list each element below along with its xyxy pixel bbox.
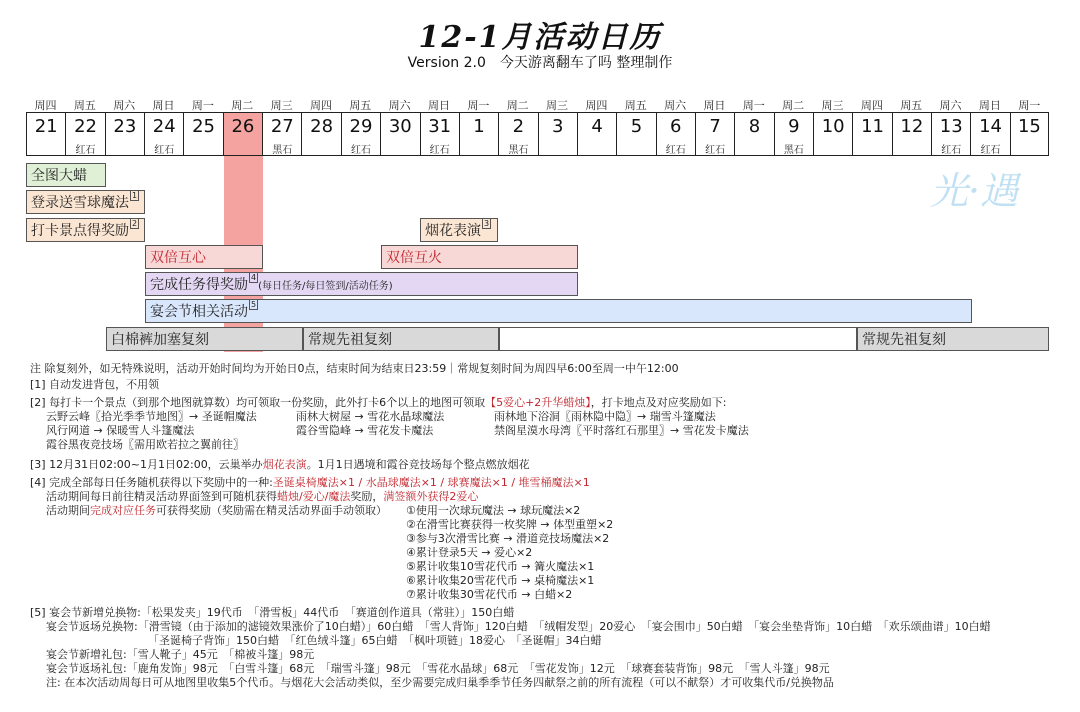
task-item: ④累计登录5天 → 爱心×2 xyxy=(406,546,533,559)
date-number: 5 xyxy=(630,116,643,137)
bar-renwu-note: (每日任务/每日签到/活动任务) xyxy=(258,281,393,292)
weekday-label: 周日 xyxy=(978,99,1001,112)
stone-label: 红石 xyxy=(705,145,726,156)
stone-label: 黑石 xyxy=(783,145,804,156)
date-cell xyxy=(420,113,459,155)
stone-label: 黑石 xyxy=(508,145,529,156)
weekday-label: 周一 xyxy=(191,99,214,112)
date-number: 27 xyxy=(270,116,294,137)
date-number: 22 xyxy=(74,116,97,137)
date-number: 4 xyxy=(591,116,603,137)
stone-label: 红石 xyxy=(665,145,686,156)
date-cell xyxy=(577,113,616,155)
date-cell xyxy=(498,113,537,155)
bar-changgui-1 xyxy=(303,327,499,351)
date-cell xyxy=(970,113,1009,155)
bar-denglu xyxy=(26,190,145,214)
bar-changgui-2 xyxy=(857,327,1049,351)
note-5-line4: 宴会节新增礼包:「雪人靴子」45元 「棉被斗篷」98元 xyxy=(46,648,315,661)
date-cell xyxy=(223,113,262,155)
date-cell xyxy=(144,113,183,155)
note-general: 注 除复刻外，如无特殊说明，活动开始时间均为开始日0点，结束时间为结束日23:59｜常规复刻时间为周四早6:00至周一中午12:00 xyxy=(30,362,679,375)
date-number: 30 xyxy=(388,116,412,137)
date-cell xyxy=(65,113,104,155)
date-number: 7 xyxy=(709,116,721,137)
weekday-label: 周日 xyxy=(703,99,726,112)
weekday-label: 周一 xyxy=(1018,99,1041,112)
bar-quantu-label: 全图大蜡 xyxy=(31,168,87,184)
bar-shuangbei-huxin-label: 双倍互心 xyxy=(150,250,206,266)
note-5-line3: 「圣诞椅子背饰」150白蜡 「红色绒斗篷」65白蜡 「枫叶项链」18爱心 「圣诞帽」34白蜡 xyxy=(148,634,602,647)
date-number: 25 xyxy=(192,116,216,137)
note-2-line2a: 风行网道 → 保暖雪人斗篷魔法 xyxy=(46,424,195,437)
date-cell xyxy=(341,113,380,155)
bar-denglu-ref: 1 xyxy=(132,191,138,200)
date-cell xyxy=(380,113,419,155)
note-4 xyxy=(30,476,590,490)
weekday-label: 周六 xyxy=(664,99,687,112)
date-cell xyxy=(616,113,655,155)
date-number: 21 xyxy=(34,116,58,137)
date-cell xyxy=(813,113,852,155)
note-5-line5: 宴会节返场礼包:「鹿角发饰」98元 「白雪斗篷」68元 「瑞雪斗篷」98元 「雪花水晶球」68元 「雪花发饰」12元 「球赛套装背饰」98元 「雪人斗篷」98元 xyxy=(46,662,830,675)
date-number: 24 xyxy=(152,116,176,137)
bar-empty xyxy=(499,327,857,351)
weekday-label: 周日 xyxy=(428,99,450,112)
note-4-line2 xyxy=(46,490,478,504)
date-cell xyxy=(734,113,773,155)
date-number: 26 xyxy=(231,116,255,137)
weekday-label: 周四 xyxy=(860,99,883,112)
date-cell xyxy=(538,113,577,155)
bar-shuangbei-huhuo-label: 双倍互火 xyxy=(386,250,442,266)
bar-shuangbei-huhuo xyxy=(381,245,578,269)
date-number: 11 xyxy=(861,116,884,137)
weekday-label: 周六 xyxy=(939,99,962,112)
date-cell xyxy=(105,113,144,155)
date-cell xyxy=(931,113,970,155)
date-cell xyxy=(301,113,340,155)
date-cell xyxy=(183,113,222,155)
weekday-label: 周五 xyxy=(624,99,647,112)
bar-daka xyxy=(26,218,145,242)
weekday-label: 周一 xyxy=(742,99,765,112)
note-4-line3-end: 可获得奖励（奖励需在精灵活动界面手动领取） xyxy=(156,504,387,517)
note-4-line2-text: 活动期间每日前往精灵活动界面签到可随机获得 xyxy=(46,490,277,503)
bar-renwu-label: 完成任务得奖励 xyxy=(150,277,248,293)
note-4-line3 xyxy=(46,504,387,518)
date-number: 15 xyxy=(1017,116,1041,137)
weekday-label: 周四 xyxy=(309,99,332,112)
date-number: 13 xyxy=(939,116,963,137)
note-5-line1: [5] 宴会节新增兑换物:「松果发夹」19代币 「滑雪板」44代币 「赛道创作道具（常驻）」150白蜡 xyxy=(30,606,515,619)
weekday-label: 周三 xyxy=(821,99,844,112)
weekday-label: 周一 xyxy=(467,99,490,112)
bar-daka-label: 打卡景点得奖励 xyxy=(31,223,129,239)
date-number: 10 xyxy=(821,116,845,137)
note-4-line2-red: 蜡烛/爱心/魔法 xyxy=(277,490,351,503)
note-4-line3-text: 活动期间 xyxy=(46,504,90,517)
note-2-line1a: 云野云峰〖拾光季季节地图〗→ 圣诞帽魔法 xyxy=(46,410,257,423)
bar-shuangbei-huxin xyxy=(145,245,263,269)
weekday-label: 周日 xyxy=(152,99,175,112)
date-number: 23 xyxy=(113,116,137,137)
stone-label: 红石 xyxy=(429,145,450,156)
note-2-text: [2] 每打卡一个景点（到那个地图就算数）均可领取一份奖励，此外打卡6个以上的地图可领取 xyxy=(30,396,486,409)
page-title: 12-1月活动日历 xyxy=(418,20,662,55)
bar-daka-ref: 2 xyxy=(132,219,138,228)
date-number: 14 xyxy=(979,116,1003,137)
note-1: [1] 自动发进背包，不用领 xyxy=(30,378,160,391)
date-cell xyxy=(262,113,301,155)
weekday-label: 周三 xyxy=(270,99,293,112)
date-number: 12 xyxy=(900,116,924,137)
date-cell xyxy=(656,113,695,155)
date-cell xyxy=(26,113,65,155)
bar-yanhua-label: 烟花表演 xyxy=(425,223,481,239)
note-4-line2-red2: 满签额外获得2爱心 xyxy=(383,490,479,503)
bar-baimian-label: 白棉裤加塞复刻 xyxy=(111,332,209,348)
weekday-label: 周三 xyxy=(546,99,569,112)
weekday-label: 周四 xyxy=(585,99,608,112)
weekday-label: 周四 xyxy=(34,99,57,112)
stone-label: 黑石 xyxy=(272,145,293,156)
date-row xyxy=(26,112,1049,156)
weekday-label: 周二 xyxy=(782,99,805,112)
bar-yanhua xyxy=(420,218,498,242)
date-number: 9 xyxy=(788,116,800,137)
note-2-line2b: 霞谷雪隐峰 → 雪花发卡魔法 xyxy=(296,424,434,437)
weekday-label: 周五 xyxy=(349,99,372,112)
note-2-line1b: 雨林大树屋 → 雪花水晶球魔法 xyxy=(296,410,445,423)
weekday-label: 周六 xyxy=(388,99,411,112)
bar-quantu xyxy=(26,163,106,187)
note-5-line6: 注: 在本次活动周每日可从地图里收集5个代币。与烟花大会活动类似，至少需要完成归巢季季节任务四献祭之前的所有流程（可以不献祭）才可收集代币/兑换物品 xyxy=(46,676,834,689)
stone-label: 红石 xyxy=(75,145,96,156)
date-cell xyxy=(774,113,813,155)
weekday-label: 周二 xyxy=(231,99,254,112)
stone-label: 红石 xyxy=(350,145,371,156)
date-cell xyxy=(852,113,891,155)
note-2 xyxy=(30,396,727,410)
note-4-line2-mid: 奖励， xyxy=(350,490,384,503)
date-cell xyxy=(892,113,931,155)
task-item: ⑦累计收集30雪花代币 → 白蜡×2 xyxy=(406,588,573,601)
date-cell xyxy=(695,113,734,155)
bar-changgui-2-label: 常规先祖复刻 xyxy=(862,332,946,348)
bar-renwu xyxy=(145,272,578,296)
bar-changgui-1-label: 常规先祖复刻 xyxy=(308,332,392,348)
note-4-line3-red: 完成对应任务 xyxy=(90,504,156,517)
date-number: 29 xyxy=(349,116,373,137)
stone-label: 红石 xyxy=(980,145,1001,156)
note-4-highlight: 圣诞桌椅魔法×1 / 水晶球魔法×1 / 球赛魔法×1 / 堆雪桶魔法×1 xyxy=(272,476,590,489)
note-3-end: 。1月1日遇境和霞谷竞技场每个整点燃放烟花 xyxy=(306,458,530,471)
date-number: 6 xyxy=(670,116,682,137)
note-2-line1c: 雨林地下浴洞〖雨林隐中隐〗→ 瑞雪斗篷魔法 xyxy=(494,410,716,423)
bar-yanhui-label: 宴会节相关活动 xyxy=(150,304,248,320)
date-number: 1 xyxy=(473,116,485,137)
page-subtitle: Version 2.0 今天游离翻车了吗 整理制作 xyxy=(407,55,673,71)
date-number: 2 xyxy=(512,116,525,137)
note-5-line2: 宴会节返场兑换物:「滑雪镜（由于添加的滤镜效果涨价了10白蜡）」60白蜡 「雪人背饰」120白蜡 「绒帽发型」20爱心 「宴会围巾」50白蜡 「宴会坐垫背饰」10白蜡 「欢乐颂曲谱」10白蜡 xyxy=(46,620,991,633)
task-item: ①使用一次球玩魔法 → 球玩魔法×2 xyxy=(406,504,581,517)
stone-label: 红石 xyxy=(941,145,962,156)
task-item: ②在滑雪比赛获得一枚奖牌 → 体型重塑×2 xyxy=(406,518,614,531)
bar-baimian xyxy=(106,327,303,351)
bar-yanhui xyxy=(145,299,972,323)
date-number: 28 xyxy=(310,116,334,137)
weekday-label: 周五 xyxy=(73,99,96,112)
watermark-logo: 光·遇 xyxy=(930,169,1019,213)
bar-renwu-ref: 4 xyxy=(251,273,257,282)
task-item: ⑤累计收集10雪花代币 → 篝火魔法×1 xyxy=(406,560,595,573)
bar-yanhui-ref: 5 xyxy=(251,300,257,309)
weekday-label: 周六 xyxy=(113,99,136,112)
task-item: ③参与3次滑雪比赛 → 滑道竞技场魔法×2 xyxy=(406,532,610,545)
note-4-text: [4] 完成全部每日任务随机获得以下奖励中的一种: xyxy=(30,476,273,489)
note-2-line3: 霞谷黑夜竞技场〖需用欧若拉之翼前往〗 xyxy=(46,438,244,451)
date-number: 3 xyxy=(551,116,564,137)
bar-denglu-label: 登录送雪球魔法 xyxy=(31,195,129,211)
note-2-highlight: 【5爱心+2升华蜡烛】 xyxy=(485,396,591,409)
note-2-end: ，打卡地点及对应奖励如下: xyxy=(590,396,727,409)
date-cell xyxy=(459,113,498,155)
task-item: ⑥累计收集20雪花代币 → 桌椅魔法×1 xyxy=(406,574,595,587)
weekday-label: 周五 xyxy=(900,99,923,112)
date-number: 31 xyxy=(428,116,452,137)
weekday-label: 周二 xyxy=(506,99,529,112)
note-3-highlight: 烟花表演 xyxy=(262,458,307,471)
date-cell xyxy=(1010,113,1049,155)
note-3 xyxy=(30,458,530,472)
stone-label: 红石 xyxy=(154,145,175,156)
bar-yanhua-ref: 3 xyxy=(484,219,490,228)
note-2-line2c: 禁阁星漠水母湾〖平时落红石那里〗→ 雪花发卡魔法 xyxy=(494,424,749,437)
date-number: 8 xyxy=(748,116,761,137)
note-3-text: [3] 12月31日02:00~1月1日02:00，云巢举办 xyxy=(30,458,263,471)
